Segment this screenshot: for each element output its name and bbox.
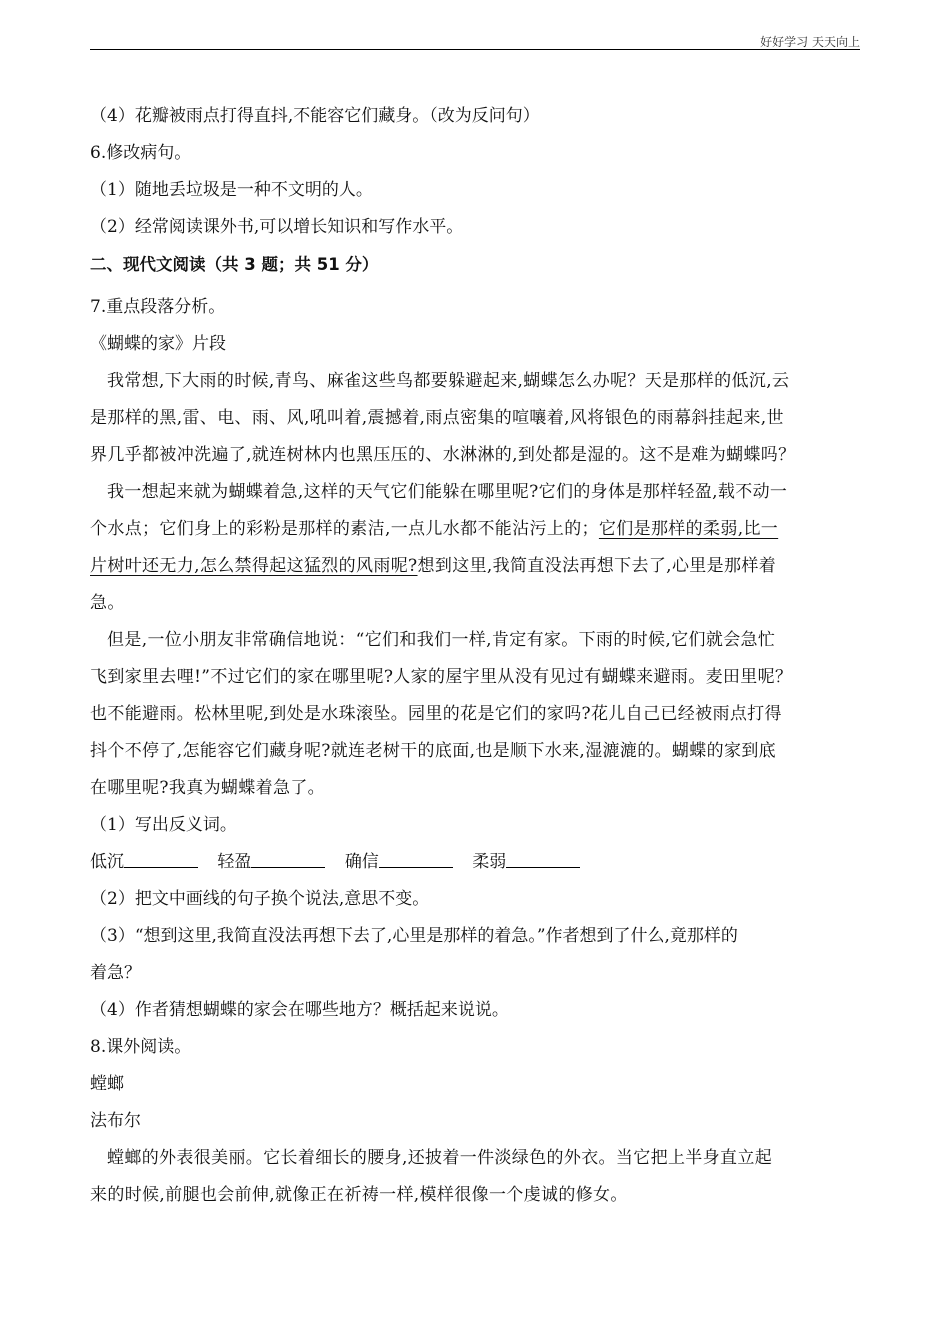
passage-2-author: 法布尔 [90, 1111, 141, 1131]
passage-4-line: 来的时候,前腿也会前伸,就像正在祈祷一样,模样很像一个虔诚的修女。 [90, 1185, 628, 1205]
passage-4-line: 螳螂的外表很美丽。它长着细长的腰身,还披着一件淡绿色的外衣。当它把上半身直立起 [107, 1148, 773, 1168]
antonym-row [90, 844, 860, 881]
question-7: 7.重点段落分析。 [90, 297, 226, 317]
antonym-word: 确信 [344, 852, 379, 872]
question-8: 8.课外阅读。 [90, 1037, 192, 1057]
passage-3-line: 飞到家里去哩!”不过它们的家在哪里呢?人家的屋宇里从没有见过有蝴蝶来避雨。麦田里呢？ [90, 667, 793, 687]
passage-2-line [90, 548, 860, 585]
question-7-2: （2）把文中画线的句子换个说法,意思不变。 [90, 889, 430, 909]
underlined-sentence: 片树叶还无力,怎么禁得起这猛烈的风雨呢? [90, 556, 418, 576]
passage-text: 想到这里,我简直没法再想下去了,心里是那样着 [417, 556, 777, 576]
antonym-word: 柔弱 [472, 852, 507, 872]
passage-2-title: 螳螂 [90, 1074, 124, 1094]
question-5-4: （4）花瓣被雨点打得直抖,不能容它们藏身。（改为反问句） [90, 106, 540, 126]
question-7-3: （3）“想到这里,我简直没法再想下去了,心里是那样的着急。”作者想到了什么,竟那样的 [90, 926, 738, 946]
question-6-2: （2）经常阅读课外书,可以增长知识和写作水平。 [90, 217, 464, 237]
passage-3-line: 也不能避雨。松林里呢,到处是水珠滚坠。园里的花是它们的家吗?花儿自己已经被雨点打得 [90, 704, 782, 724]
underlined-sentence: 它们是那样的柔弱,比一 [598, 519, 779, 539]
passage-1-title: 《蝴蝶的家》片段 [90, 334, 226, 354]
question-6-1: （1）随地丢垃圾是一种不文明的人。 [90, 180, 373, 200]
passage-1-line: 是那样的黑,雷、电、雨、风,吼叫着,震撼着,雨点密集的喧嚷着,风将银色的雨幕斜挂起来,世 [90, 408, 784, 428]
question-7-1: （1）写出反义词。 [90, 815, 237, 835]
answer-blank[interactable] [379, 866, 453, 868]
passage-text: 个水点；它们身上的彩粉是那样的素洁,一点儿水都不能沾污上的； [90, 519, 599, 539]
passage-2-line [90, 511, 860, 548]
antonym-word: 轻盈 [217, 852, 252, 872]
question-7-4: （4）作者猜想蝴蝶的家会在哪些地方？概括起来说说。 [90, 1000, 509, 1020]
section-heading-2: 二、现代文阅读（共 3 题；共 51 分） [90, 255, 379, 274]
document-body [90, 98, 860, 1214]
passage-1-line: 我常想,下大雨的时候,青鸟、麻雀这些鸟都要躲避起来,蝴蝶怎么办呢？天是那样的低沉,云 [107, 371, 790, 391]
question-6: 6.修改病句。 [90, 143, 192, 163]
antonym-word: 低沉 [90, 852, 124, 872]
passage-1-line: 界几乎都被冲洗遍了,就连树林内也黑压压的、水淋淋的,到处都是湿的。这不是难为蝴蝶吗？ [90, 445, 796, 465]
answer-blank[interactable] [251, 866, 325, 868]
answer-blank[interactable] [124, 866, 198, 868]
passage-3-line: 但是,一位小朋友非常确信地说：“它们和我们一样,肯定有家。下雨的时候,它们就会急忙 [107, 630, 776, 650]
passage-3-line: 在哪里呢?我真为蝴蝶着急了。 [90, 778, 326, 798]
passage-3-line: 抖个不停了,怎能容它们藏身呢?就连老树干的底面,也是顺下水来,湿漉漉的。蝴蝶的家到底 [90, 741, 777, 761]
question-7-3-cont: 着急？ [90, 963, 141, 983]
header-divider [90, 49, 860, 50]
passage-2-line: 我一想起来就为蝴蝶着急,这样的天气它们能躲在哪里呢?它们的身体是那样轻盈,载不动一 [107, 482, 788, 502]
header-slogan: 好好学习 天天向上 [760, 35, 860, 49]
passage-2-line: 急。 [90, 593, 125, 613]
answer-blank[interactable] [506, 866, 580, 868]
